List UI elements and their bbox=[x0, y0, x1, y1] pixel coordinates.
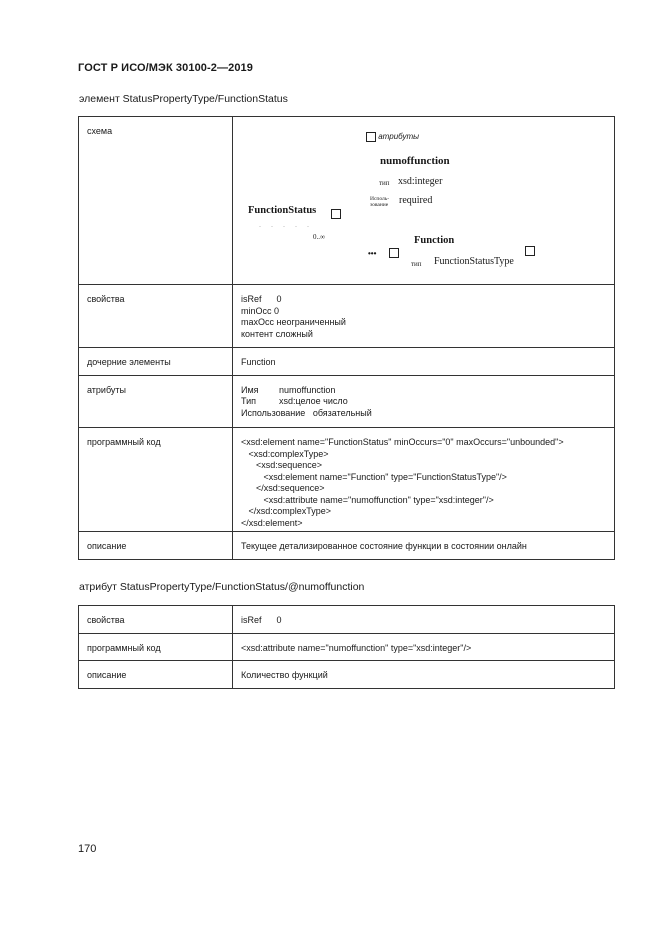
properties-value bbox=[233, 285, 615, 348]
properties-label: свойства bbox=[79, 606, 233, 634]
attr-val: обязательный bbox=[312, 407, 372, 418]
document-header: ГОСТ Р ИСО/МЭК 30100-2—2019 bbox=[78, 62, 253, 74]
code-value bbox=[233, 428, 615, 532]
table-row bbox=[79, 375, 615, 428]
attr-key: Использование bbox=[241, 407, 306, 418]
table-row bbox=[79, 348, 615, 376]
attribute-table bbox=[78, 605, 615, 689]
code-line: </xsd:complexType> bbox=[241, 506, 332, 516]
code-line: <xsd:sequence> bbox=[241, 460, 323, 470]
attr-val: numoffunction bbox=[279, 384, 336, 395]
attributes-label: атрибуты bbox=[378, 132, 420, 141]
code-label: программный код bbox=[79, 428, 233, 532]
element-table bbox=[78, 116, 615, 560]
attributes-row-label: атрибуты bbox=[79, 375, 233, 428]
children-label: дочерние элементы bbox=[79, 348, 233, 376]
use-label: Исполь-зование bbox=[370, 196, 390, 208]
element-dots: ····· bbox=[259, 224, 319, 230]
attr-val: xsd:целое число bbox=[279, 396, 348, 406]
child-name: Function bbox=[414, 235, 455, 246]
prop-line: isRef 0 bbox=[241, 294, 282, 304]
table-row bbox=[79, 285, 615, 348]
sequence-box-icon bbox=[389, 248, 399, 258]
child-box-icon bbox=[525, 246, 535, 256]
code-line: <xsd:element name="Function" type="FunctionStatusType"/> bbox=[241, 471, 507, 482]
attributes-list bbox=[241, 385, 348, 408]
element-box-icon bbox=[331, 209, 341, 219]
code-label: программный код bbox=[79, 633, 233, 661]
description-value: Текущее детализированное состояние функции в состоянии онлайн bbox=[233, 532, 615, 560]
child-type: FunctionStatusType bbox=[434, 256, 514, 267]
code-line: </xsd:sequence> bbox=[241, 483, 325, 493]
children-value: Function bbox=[233, 348, 615, 376]
description-value: Количество функций bbox=[233, 661, 615, 689]
table-row bbox=[79, 117, 615, 285]
code-line: <xsd:attribute name="numoffunction" type="xsd:integer"/> bbox=[241, 494, 494, 505]
attr-use-line bbox=[241, 408, 606, 420]
code-value: <xsd:attribute name="numoffunction" type="xsd:integer"/> bbox=[233, 633, 615, 661]
table-row bbox=[79, 532, 615, 560]
page-number: 170 bbox=[78, 843, 97, 855]
attributes-box-icon bbox=[366, 132, 376, 142]
code-line: </xsd:element> bbox=[241, 517, 303, 528]
prop-line: контент сложный bbox=[241, 328, 313, 339]
schema-cell bbox=[233, 117, 615, 285]
list-item bbox=[241, 396, 348, 408]
description-label: описание bbox=[79, 661, 233, 689]
section2-caption: атрибут StatusPropertyType/FunctionStatus/@numoffunction bbox=[79, 581, 365, 593]
attr-type-label: тип bbox=[379, 179, 390, 187]
table-row bbox=[79, 606, 615, 634]
occurs-label: 0..∞ bbox=[313, 233, 325, 241]
table-row bbox=[79, 633, 615, 661]
schema-diagram bbox=[233, 117, 614, 284]
attr-type: xsd:integer bbox=[398, 176, 443, 187]
table-row bbox=[79, 661, 615, 689]
properties-value: isRef 0 bbox=[233, 606, 615, 634]
section1-caption: элемент StatusPropertyType/FunctionStatus bbox=[79, 93, 288, 105]
sequence-mark: ••• bbox=[368, 249, 377, 258]
attr-key: Имя bbox=[241, 384, 259, 395]
attr-name: numoffunction bbox=[380, 155, 450, 167]
attributes-value bbox=[233, 375, 615, 428]
element-name: FunctionStatus bbox=[248, 205, 317, 216]
use-value: required bbox=[399, 195, 433, 206]
list-item bbox=[241, 385, 348, 397]
properties-label: свойства bbox=[79, 285, 233, 348]
prop-line: minOcc 0 bbox=[241, 305, 280, 316]
child-type-label: тип bbox=[411, 260, 422, 268]
attr-key: Тип bbox=[241, 396, 257, 406]
description-label: описание bbox=[79, 532, 233, 560]
prop-line: maxOcc неограниченный bbox=[241, 317, 346, 327]
schema-label: схема bbox=[79, 117, 233, 285]
attributes-group bbox=[366, 131, 419, 143]
table-row bbox=[79, 428, 615, 532]
code-line: <xsd:complexType> bbox=[241, 448, 329, 459]
code-line: <xsd:element name="FunctionStatus" minOccurs="0" maxOccurs="unbounded"> bbox=[241, 437, 564, 447]
